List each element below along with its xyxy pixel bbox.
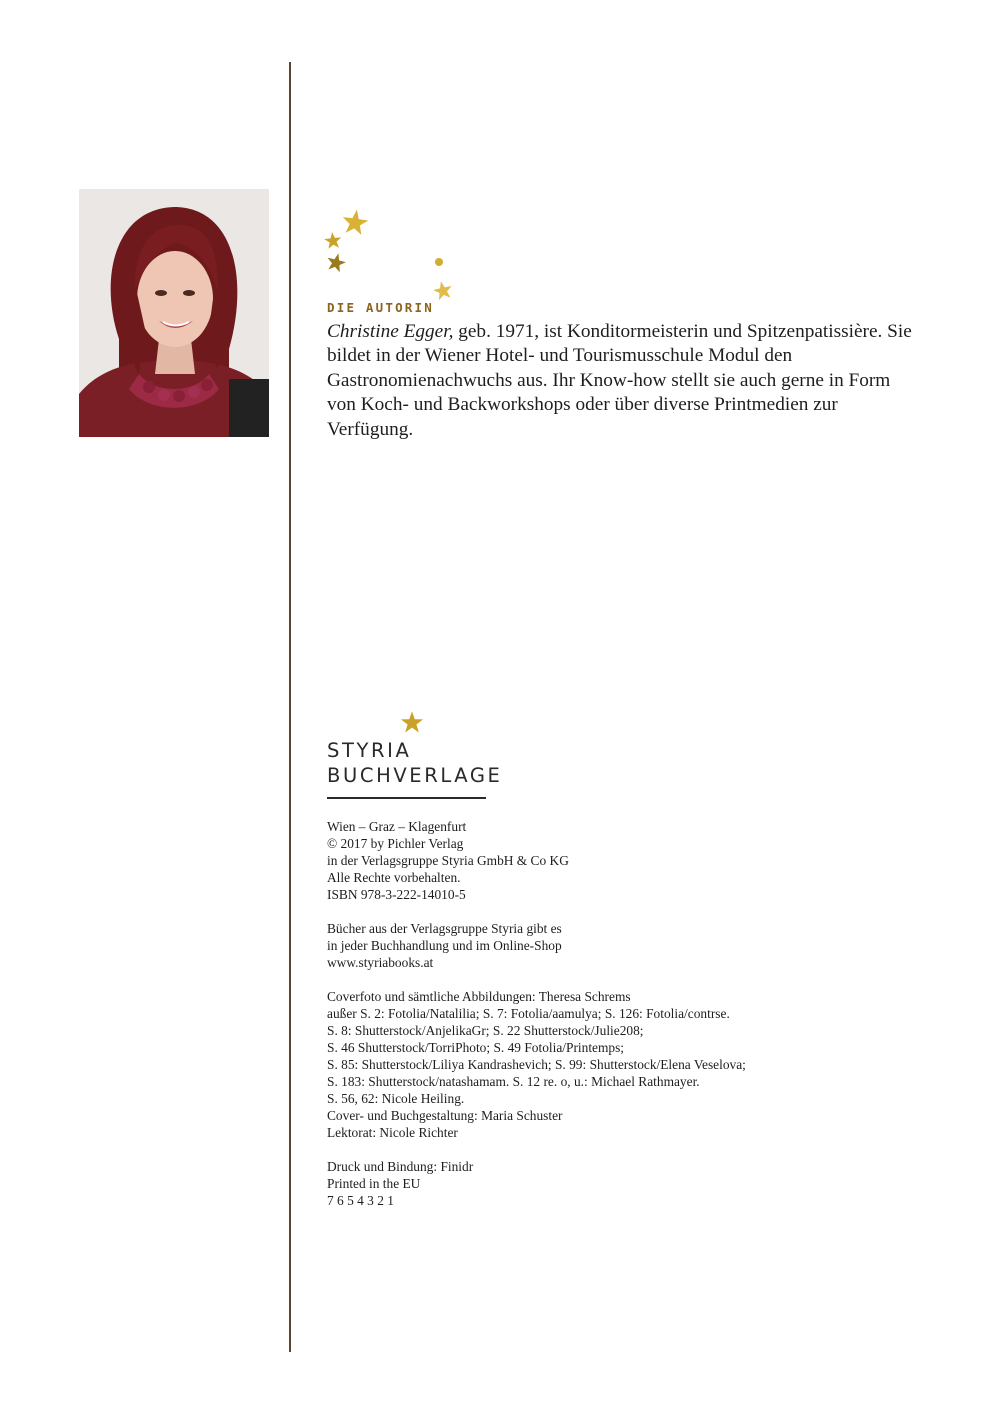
section-label: DIE AUTORIN (327, 300, 434, 315)
vertical-divider (289, 62, 291, 1352)
logo-underline (327, 797, 486, 799)
imprint-line: S. 8: Shutterstock/AnjelikaGr; S. 22 Shutterstock/Julie208; (327, 1023, 644, 1038)
imprint-line: Druck und Bindung: Finidr (327, 1159, 474, 1174)
imprint-line: © 2017 by Pichler Verlag (327, 836, 464, 851)
imprint-block-credits (327, 988, 847, 1141)
imprint-line: ISBN 978-3-222-14010-5 (327, 887, 466, 902)
imprint-line: in jeder Buchhandlung und im Online-Shop (327, 938, 562, 953)
author-bio (327, 320, 912, 442)
imprint-block-shop (327, 920, 847, 971)
website-link[interactable]: www.styriabooks.at (327, 955, 434, 970)
logo-star-icon (398, 709, 426, 737)
author-name: Christine Egger, (327, 321, 454, 342)
publisher-logo (327, 738, 502, 788)
decorative-stars-icon (318, 205, 458, 305)
imprint-line: Alle Rechte vorbehalten. (327, 870, 461, 885)
imprint-line: außer S. 2: Fotolia/Natalilia; S. 7: Fotolia/aamulya; S. 126: Fotolia/contrse. (327, 1006, 730, 1021)
logo-line-1: STYRIA (327, 739, 412, 762)
imprint-line: Wien – Graz – Klagenfurt (327, 819, 467, 834)
imprint-line: Cover- und Buchgestaltung: Maria Schuster (327, 1108, 563, 1123)
imprint-line: S. 46 Shutterstock/TorriPhoto; S. 49 Fotolia/Printemps; (327, 1040, 625, 1055)
imprint-line: Coverfoto und sämtliche Abbildungen: Theresa Schrems (327, 989, 631, 1004)
imprint-line: S. 56, 62: Nicole Heiling. (327, 1091, 465, 1106)
imprint-line: in der Verlagsgruppe Styria GmbH & Co KG (327, 853, 569, 868)
imprint (327, 818, 847, 1226)
imprint-line: Printed in the EU (327, 1176, 421, 1191)
author-photo (79, 189, 269, 437)
imprint-line: S. 183: Shutterstock/natashamam. S. 12 re. o, u.: Michael Rathmayer. (327, 1074, 700, 1089)
imprint-line: Bücher aus der Verlagsgruppe Styria gibt es (327, 921, 562, 936)
imprint-block-publisher (327, 818, 847, 903)
imprint-line: S. 85: Shutterstock/Liliya Kandrashevich; S. 99: Shutterstock/Elena Veselova; (327, 1057, 746, 1072)
logo-line-2: BUCHVERLAGE (327, 764, 503, 787)
imprint-line: 7 6 5 4 3 2 1 (327, 1193, 394, 1208)
author-bio-text: geb. 1971, ist Konditormeisterin und Spitzenpatissière. Sie bildet in der Wiener Hotel- und Tourismusschule Modul den Gastronomienachwuchs aus. Ihr Know-how stellt sie auch gerne in Form von Koch- und Backworkshops oder über diverse Printmedien zur Verfügung. (327, 321, 912, 440)
imprint-line: Lektorat: Nicole Richter (327, 1125, 458, 1140)
imprint-block-print (327, 1158, 847, 1209)
